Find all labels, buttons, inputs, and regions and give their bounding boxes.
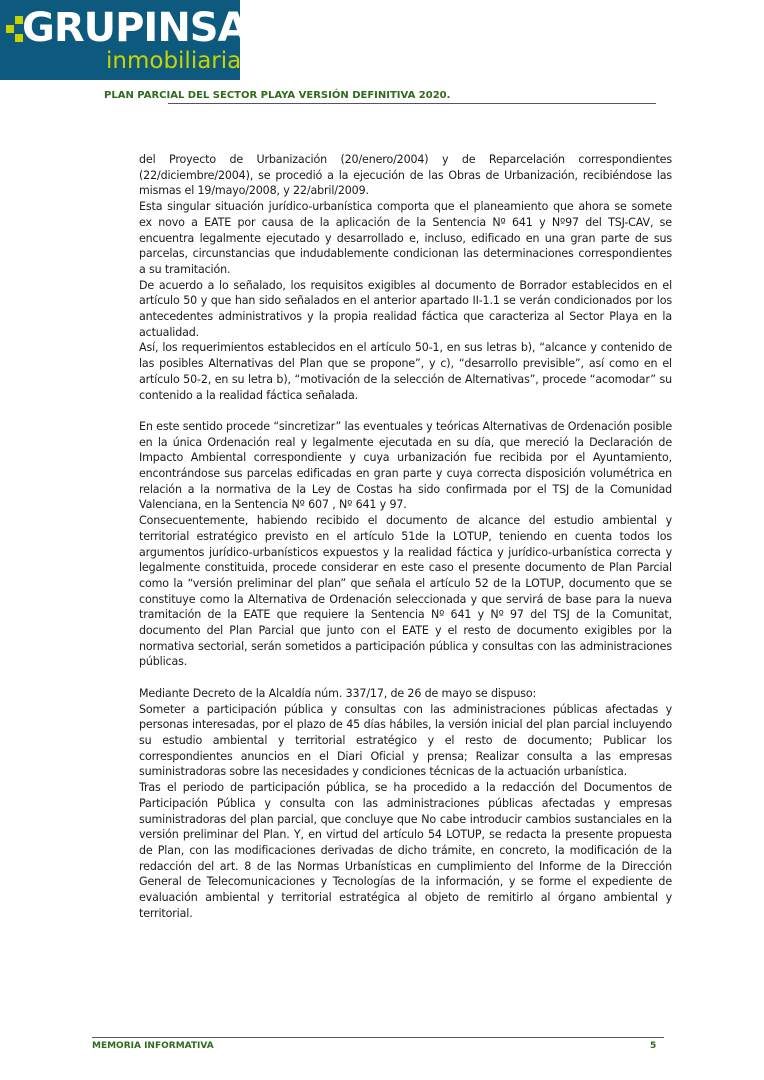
body-paragraph: Someter a participación pública y consultas con las administraciones públicas afectadas y personas interesadas, por el plazo de 45 días hábiles, la versión inicial del plan parcial incluyendo su estudio ambiental y territorial estratégico y el resto de documento; Publicar los correspondientes anuncios en el Diari Oficial y prensa; Realizar consulta a las empresas suministradoras sobre las necesidades y condiciones técnicas de la actuación urbanística. (139, 702, 672, 779)
footer-section-label: MEMORIA INFORMATIVA (92, 1041, 214, 1051)
header-divider (168, 103, 656, 104)
body-paragraph: Esta singular situación jurídico-urbanística comporta que el planeamiento que ahora se somete ex novo a EATE por causa de la aplicación de la Sentencia Nº 641 y Nº97 del TSJ-CAV, se encuentra legalmente ejecutado y desarrollado e, incluso, edificado en una gran parte de sus parcelas, circunstancias que indudablemente condicionan las determinaciones correspondientes a su tramitación. (139, 200, 672, 276)
body-paragraph: del Proyecto de Urbanización (20/enero/2004) y de Reparcelación correspondientes (22/diciembre/2004), se procedió a la ejecución de las Obras de Urbanización, recibiéndose las mismas el 19/mayo/2008, y 22/abril/2009. (139, 153, 672, 198)
body-paragraph: Mediante Decreto de la Alcaldía núm. 337/17, de 26 de mayo se dispuso: (139, 686, 537, 700)
body-paragraph: Así, los requerimientos establecidos en el artículo 50-1, en sus letras b), “alcance y contenido de las posibles Alternativas del Plan que se propone”, y c), “desarrollo previsible”, así como en el artículo 50-2, en su letra b), “motivación de la selección de Alternativas”, procede “acomodar” su contenido a la realidad fáctica señalada. (139, 341, 672, 402)
body-paragraph: De acuerdo a lo señalado, los requisitos exigibles al documento de Borrador establecidos en el artículo 50 y que han sido señalados en el anterior apartado II-1.1 se verán condicionados por los antecedentes administrativos y la propia realidad fáctica que caracteriza al Sector Playa en la actualidad. (139, 278, 672, 339)
body-paragraph: Tras el periodo de participación pública, se ha procedido a la redacción del Documentos de Participación Pública y consulta con las administraciones públicas afectadas y empresas suministradoras del plan parcial, que concluye que No cabe introducir cambios sustanciales en la versión preliminar del Plan. Y, en virtud del artículo 54 LOTUP, se redacta la presente propuesta de Plan, con las modificaciones derivadas de dicho trámite, en concreto, la modificación de la redacción del art. 8 de las Normas Urbanísticas en cumplimiento del Informe de la Dirección General de Telecomunicaciones y Tecnologías de la información, y se forme el expediente de evaluación ambiental y territorial estratégica al objeto de remitirlo al órgano ambiental y territorial. (139, 781, 672, 920)
document-body (139, 152, 672, 921)
company-logo (0, 0, 248, 80)
body-paragraph: Consecuentemente, habiendo recibido el documento de alcance del estudio ambiental y territorial estratégico previsto en el artículo 51de la LOTUP, teniendo en cuenta todos los argumentos jurídico-urbanísticos expuestos y la realidad fáctica y jurídico-urbanística correcta y legalmente constituida, procede considerar en este caso el presente documento de Plan Parcial como la “versión preliminar del plan” que señala el artículo 52 de la LOTUP, documento que se constituye como la Alternativa de Ordenación seleccionada y que servirá de base para la nueva tramitación de la EATE que requiere la Sentencia Nº 641 y Nº 97 del TSJ de la Comunitat, documento del Plan Parcial que junto con el EATE y el resto de documento exigibles por la normativa sectorial, serán sometidos a participación pública y consultas con las administraciones públicas. (139, 514, 672, 669)
body-paragraph: En este sentido procede “sincretizar” las eventuales y teóricas Alternativas de Ordenación posible en la única Ordenación real y legalmente ejecutada en su día, que mereció la Declaración de Impacto Ambiental correspondiente y cuya urbanización fue recibida por el Ayuntamiento, encontrándose sus parcelas edificadas en gran parte y cuya correcta disposición volumétrica en relación a la normativa de la Ley de Costas ha sido confirmada por el TSJ de la Comunidad Valenciana, en la Sentencia Nº 607 , Nº 641 y 97. (139, 419, 672, 512)
logo-name: GRUPINSA (22, 5, 248, 51)
document-header-title: PLAN PARCIAL DEL SECTOR PLAYA VERSIÓN DEFINITIVA 2020. (104, 90, 451, 101)
logo-subtitle: inmobiliaria (106, 48, 242, 74)
footer-divider (92, 1037, 664, 1038)
page-number: 5 (650, 1041, 657, 1051)
